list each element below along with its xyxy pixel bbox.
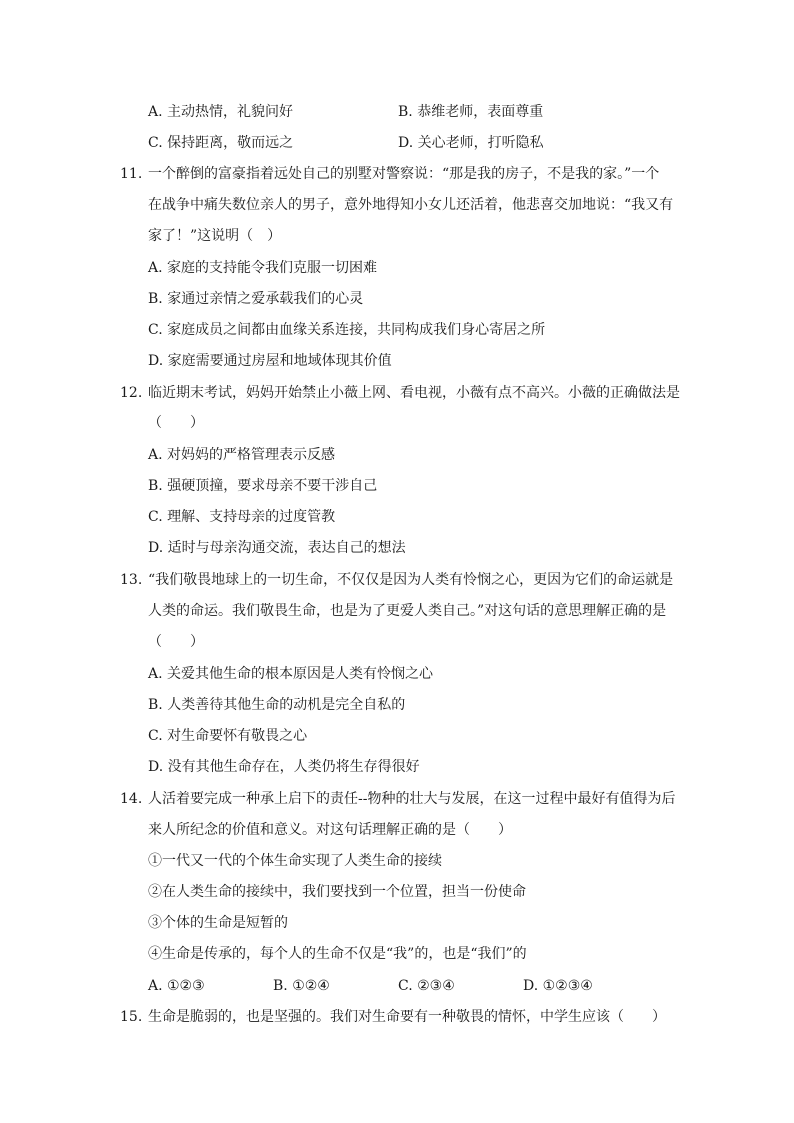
q14-statement-1: ①一代又一代的个体生命实现了人类生命的接续 (148, 853, 442, 869)
q12-option-a: A. 对妈妈的严格管理表示反感 (148, 447, 336, 463)
q12-option-d: D. 适时与母亲沟通交流，表达自己的想法 (148, 540, 406, 556)
q15-number: 15. (120, 1009, 143, 1025)
q14-number: 14. (120, 791, 143, 807)
q13-option-a: A. 关爱其他生命的根本原因是人类有怜悯之心 (148, 666, 434, 682)
q13-option-d: D. 没有其他生命存在，人类仍将生存得很好 (148, 759, 420, 775)
q14-option-c: C. ②③④ (398, 978, 455, 994)
q15-stem-line-1: 生命是脆弱的，也是坚强的。我们对生命要有一种敬畏的情怀，中学生应该（ ） (148, 1009, 666, 1025)
q11-number: 11. (120, 166, 143, 182)
q13-stem-line-3: （ ） (148, 634, 204, 650)
q12-number: 12. (120, 385, 143, 401)
q14-option-b: B. ①②④ (273, 978, 330, 994)
q11-stem-line-2: 在战争中痛失数位亲人的男子，意外地得知小女儿还活着，他悲喜交加地说：“我又有 (148, 197, 674, 213)
q14-statement-2: ②在人类生命的接续中，我们要找到一个位置，担当一份使命 (148, 884, 526, 900)
q13-stem-line-2: 人类的命运。我们敬畏生命，也是为了更爱人类自己。”对这句话的意思理解正确的是 (148, 603, 667, 619)
q11-option-c: C. 家庭成员之间都由血缘关系连接，共同构成我们身心寄居之所 (148, 322, 546, 338)
q10-option-d: D. 关心老师，打听隐私 (398, 135, 544, 151)
q14-statement-3: ③个体的生命是短暂的 (148, 915, 288, 931)
q11-option-a: A. 家庭的支持能令我们克服一切困难 (148, 260, 378, 276)
q13-option-b: B. 人类善待其他生命的动机是完全自私的 (148, 697, 406, 713)
q14-option-d: D. ①②③④ (523, 978, 593, 994)
q11-option-d: D. 家庭需要通过房屋和地域体现其价值 (148, 353, 392, 369)
q14-statement-4: ④生命是传承的，每个人的生命不仅是“我”的，也是“我们”的 (148, 946, 527, 962)
q14-option-a: A. ①②③ (148, 978, 205, 994)
q13-stem-line-1: “我们敬畏地球上的一切生命，不仅仅是因为人类有怜悯之心，更因为它们的命运就是 (148, 572, 674, 588)
q10-option-c: C. 保持距离，敬而远之 (148, 135, 294, 151)
q12-stem-line-2: （ ） (148, 415, 204, 431)
q14-stem-line-2: 来人所纪念的价值和意义。对这句话理解正确的是（ ） (148, 822, 512, 838)
q14-stem-line-1: 人活着要完成一种承上启下的责任--物种的壮大与发展，在这一过程中最好有值得为后 (148, 791, 676, 807)
q12-option-b: B. 强硬顶撞，要求母亲不要干涉自己 (148, 478, 378, 494)
q11-option-b: B. 家通过亲情之爱承载我们的心灵 (148, 291, 364, 307)
q12-option-c: C. 理解、支持母亲的过度管教 (148, 509, 336, 525)
q11-stem-line-3: 家了！”这说明（ ） (148, 228, 282, 244)
q10-option-a: A. 主动热情，礼貌问好 (148, 104, 294, 120)
q11-stem-line-1: 一个醉倒的富豪指着远处自己的别墅对警察说：“那是我的房子，不是我的家。”一个 (148, 166, 660, 182)
q13-option-c: C. 对生命要怀有敬畏之心 (148, 728, 308, 744)
q13-number: 13. (120, 572, 143, 588)
q10-option-b: B. 恭维老师，表面尊重 (398, 104, 544, 120)
q12-stem-line-1: 临近期末考试，妈妈开始禁止小薇上网、看电视，小薇有点不高兴。小薇的正确做法是 (148, 385, 680, 401)
